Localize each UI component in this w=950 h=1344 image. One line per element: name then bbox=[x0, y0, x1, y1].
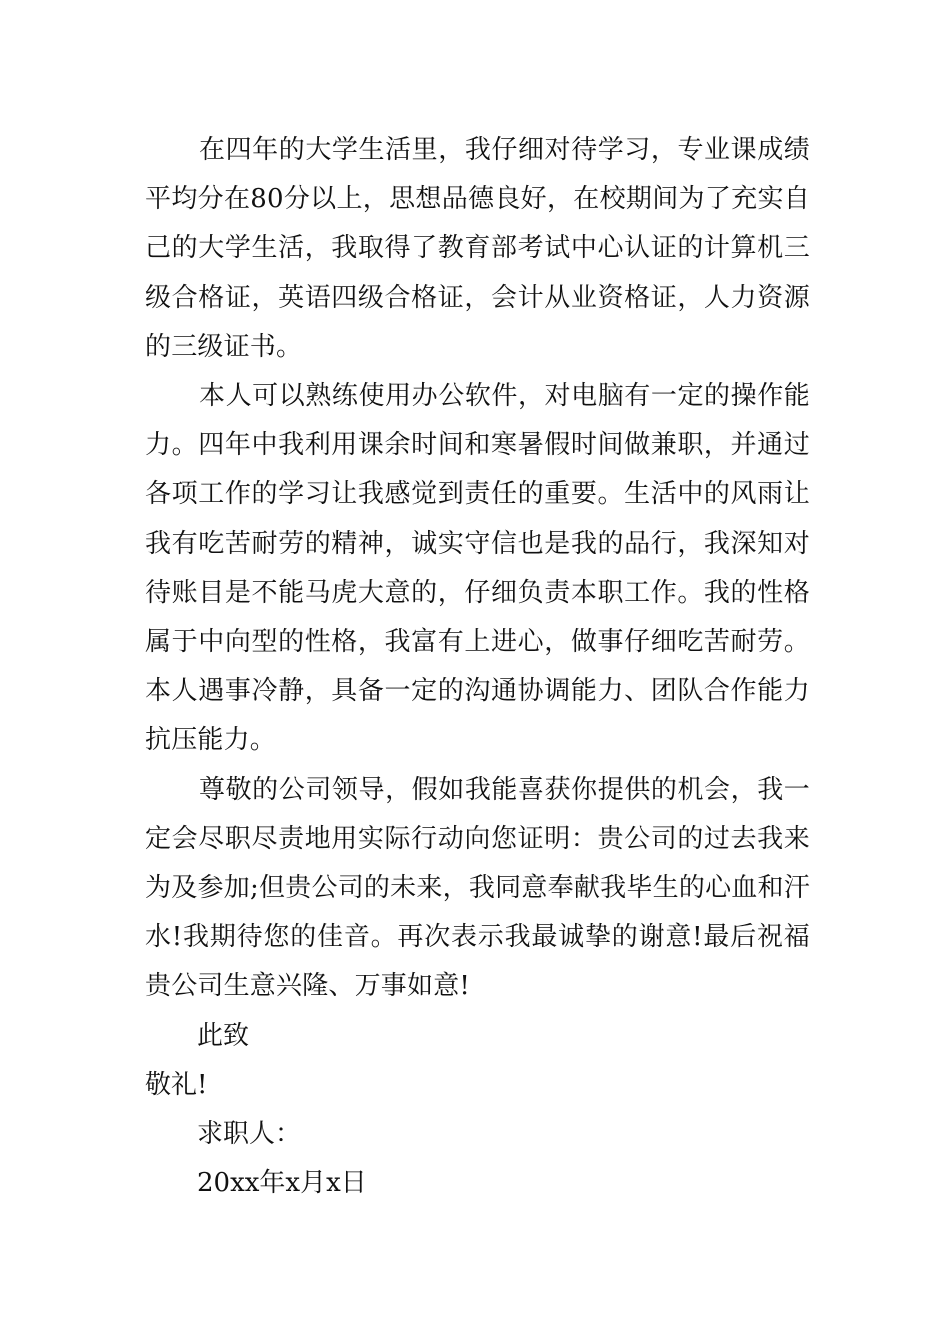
paragraph-education: 在四年的大学生活里，我仔细对待学习，专业课成绩平均分在80分以上，思想品德良好，在校期间为了充实自己的大学生活，我取得了教育部考试中心认证的计算机三级合格证，英语四级合格证，会计从业资格证，人力资源的三级证书。 bbox=[145, 135, 810, 362]
salute: 敬礼! bbox=[145, 1069, 208, 1100]
letter-date: 20xx年x月x日 bbox=[197, 1168, 367, 1199]
letter-body bbox=[145, 126, 810, 1208]
closing-phrase: 此致 bbox=[197, 1020, 250, 1051]
applicant-label: 求职人： bbox=[197, 1119, 302, 1150]
paragraph-skills: 本人可以熟练使用办公软件，对电脑有一定的操作能力。四年中我利用课余时间和寒暑假时间做兼职，并通过各项工作的学习让我感觉到责任的重要。生活中的风雨让我有吃苦耐劳的精神，诚实守信也是我的品行，我深知对待账目是不能马虎大意的，仔细负责本职工作。我的性格属于中向型的性格，我富有上进心，做事仔细吃苦耐劳。本人遇事冷静，具备一定的沟通协调能力、团队合作能力抗压能力。 bbox=[145, 381, 810, 756]
paragraph-appeal: 尊敬的公司领导，假如我能喜获你提供的机会，我一定会尽职尽责地用实际行动向您证明：贵公司的过去我来为及参加;但贵公司的未来，我同意奉献我毕生的心血和汗水!我期待您的佳音。再次表示我最诚挚的谢意!最后祝福贵公司生意兴隆、万事如意! bbox=[145, 774, 810, 1002]
